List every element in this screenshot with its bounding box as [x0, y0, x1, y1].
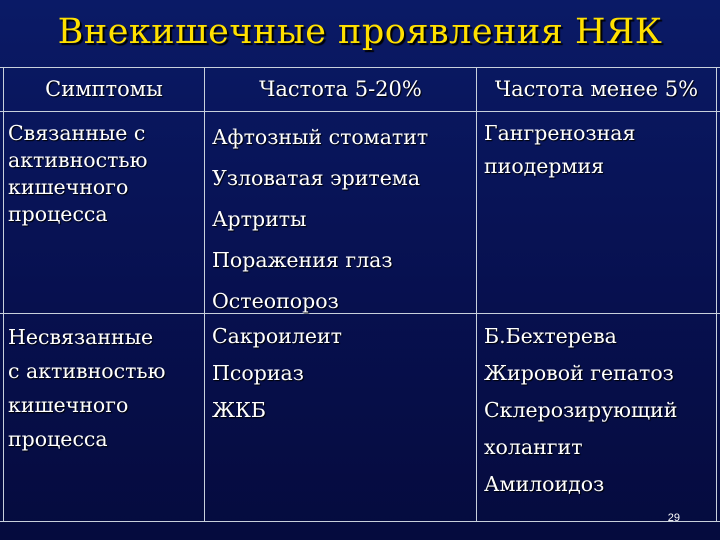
list-item: Афтозный стоматит	[212, 125, 429, 149]
page-number: 29	[667, 512, 680, 524]
list-item: ЖКБ	[212, 398, 266, 422]
row1-symptom-line: активностью	[8, 148, 148, 172]
column-divider-2	[476, 67, 477, 522]
list-item: Псориаз	[212, 361, 304, 385]
row2-freq-5-20	[212, 318, 342, 429]
row2-symptom	[8, 320, 165, 456]
list-item: Поражения глаз	[212, 248, 393, 272]
row2-symptom-line: кишечного	[8, 393, 129, 417]
list-item: пиодермия	[484, 154, 605, 178]
list-item: Жировой гепатоз	[484, 361, 674, 385]
table-left-border	[3, 67, 4, 522]
row1-symptom-line: процесса	[8, 202, 108, 226]
list-item: Гангренозная	[484, 121, 636, 145]
header-frequency-5-20: Частота 5-20%	[259, 77, 422, 101]
list-item: Сакроилеит	[212, 324, 343, 348]
list-item: Амилоидоз	[484, 472, 605, 496]
list-item: Узловатая эритема	[212, 166, 421, 190]
row2-symptom-line: с активностью	[8, 359, 166, 383]
slide-title: Внекишечные проявления НЯК	[57, 12, 663, 52]
row2-freq-less-5	[484, 318, 677, 503]
list-item: холангит	[484, 435, 583, 459]
list-item: Склерозирующий	[484, 398, 678, 422]
row1-freq-less-5	[484, 117, 635, 183]
header-symptoms: Симптомы	[45, 77, 163, 101]
header-bottom-border	[0, 111, 720, 112]
list-item: Артриты	[212, 207, 307, 231]
symptoms-table	[0, 67, 720, 522]
table-right-border	[716, 67, 717, 522]
list-item: Остеопороз	[212, 289, 339, 313]
table-top-border	[0, 67, 720, 68]
row1-symptom-line: кишечного	[8, 175, 129, 199]
row1-symptom-line: Связанные с	[8, 121, 146, 145]
row1-freq-5-20	[212, 117, 428, 322]
row1-symptom	[8, 120, 147, 228]
row2-symptom-line: Несвязанные	[8, 325, 154, 349]
row2-symptom-line: процесса	[8, 427, 108, 451]
header-frequency-less-5: Частота менее 5%	[494, 77, 699, 101]
column-divider-1	[204, 67, 205, 522]
list-item: Б.Бехтерева	[484, 324, 617, 348]
table-bottom-border	[0, 521, 720, 522]
